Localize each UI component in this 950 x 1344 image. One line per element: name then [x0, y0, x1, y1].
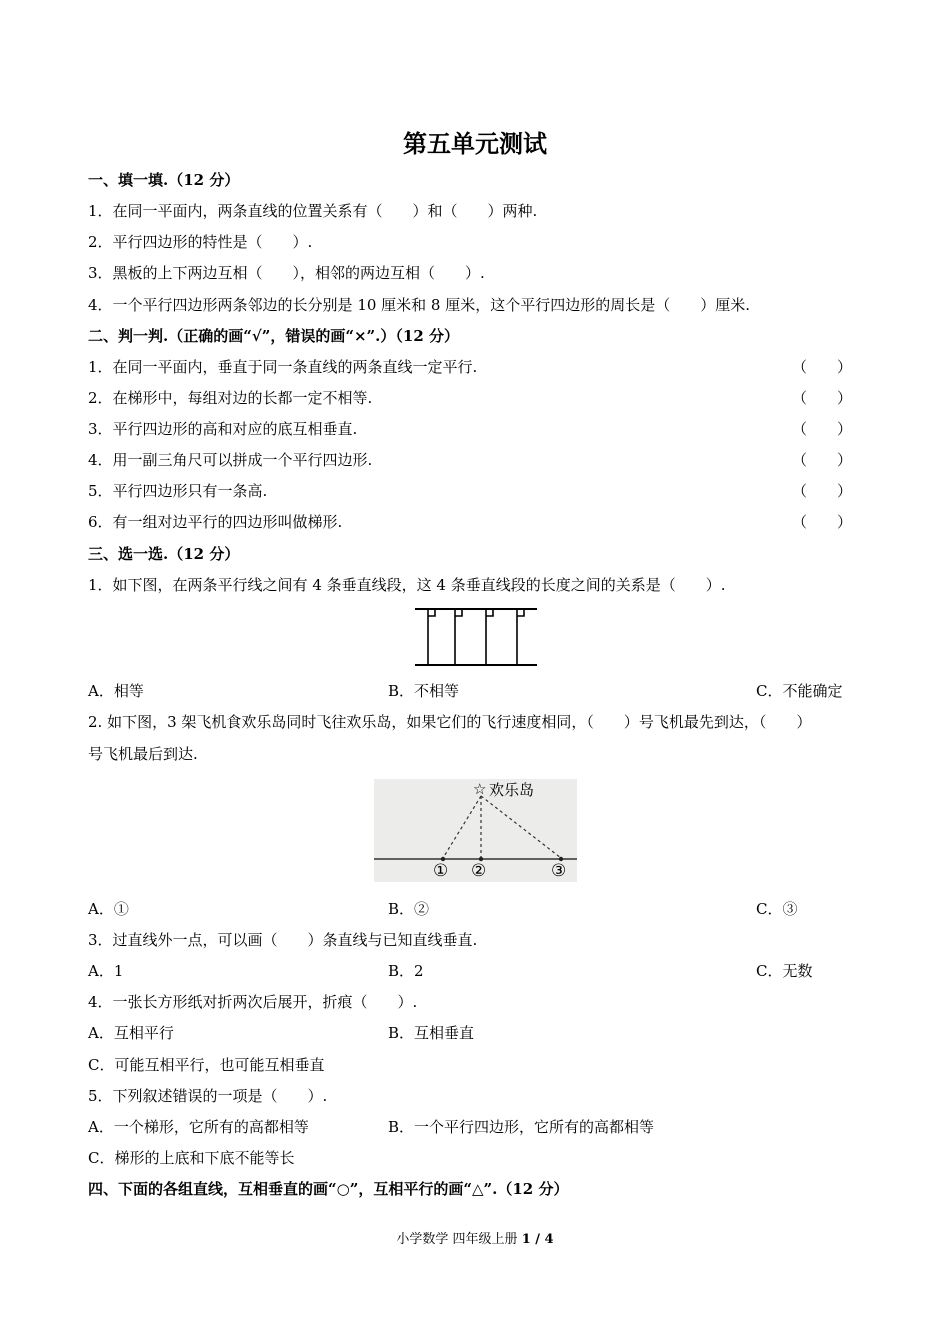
- option-b: B．不相等: [388, 682, 460, 700]
- section-1-heading: 一、填一填.（12 分）: [88, 171, 240, 189]
- option-c: C．③: [756, 900, 798, 918]
- s3-q5-options: [88, 1116, 852, 1138]
- s3-question-2-line-2: 号飞机最后到达.: [88, 745, 198, 763]
- option-b: B．一个平行四边形，它所有的高都相等: [388, 1118, 655, 1136]
- answer-blank: （ ）: [791, 451, 852, 469]
- s2-question-5: [88, 480, 852, 502]
- s3-q3-options: [88, 960, 852, 982]
- page-number: 1 / 4: [521, 1232, 554, 1247]
- s2-question-4-text: 4．用一副三角尺可以拼成一个平行四边形.: [88, 451, 373, 469]
- option-a: A．互相平行: [88, 1024, 174, 1042]
- option-a: A．相等: [88, 682, 144, 700]
- option-c: C．无数: [756, 962, 813, 980]
- island-figure: [374, 779, 577, 882]
- s1-question-2: 2．平行四边形的特性是（ ）.: [88, 233, 313, 251]
- option-a: A．一个梯形，它所有的高都相等: [88, 1118, 309, 1136]
- s1-question-4: 4．一个平行四边形两条邻边的长分别是 10 厘米和 8 厘米，这个平行四边形的周长是（ ）厘米.: [88, 296, 751, 314]
- section-3-heading: 三、选一选.（12 分）: [88, 545, 240, 563]
- answer-blank: （ ）: [791, 358, 852, 376]
- page-footer: [0, 1228, 950, 1247]
- section-4-heading: 四、下面的各组直线，互相垂直的画“○”，互相平行的画“△”.（12 分）: [88, 1180, 569, 1198]
- option-a: A．①: [88, 900, 129, 918]
- s2-question-2-text: 2．在梯形中，每组对边的长都一定不相等.: [88, 389, 373, 407]
- s1-question-1: 1．在同一平面内，两条直线的位置关系有（ ）和（ ）两种.: [88, 202, 538, 220]
- s3-question-4: 4．一张长方形纸对折两次后展开，折痕（ ）.: [88, 993, 418, 1011]
- option-a: A．1: [88, 962, 124, 980]
- s2-question-1: [88, 356, 852, 378]
- answer-blank: （ ）: [791, 420, 852, 438]
- plane-marker-1: ①: [433, 861, 449, 881]
- star-icon: ☆: [473, 780, 487, 798]
- s2-question-1-text: 1．在同一平面内，垂直于同一条直线的两条直线一定平行.: [88, 358, 478, 376]
- s2-question-3: [88, 418, 852, 440]
- plane-marker-3: ③: [551, 861, 567, 881]
- s2-question-6-text: 6．有一组对边平行的四边形叫做梯形.: [88, 513, 343, 531]
- footer-text: 小学数学 四年级上册: [396, 1232, 522, 1247]
- page-title: 第五单元测试: [403, 129, 547, 158]
- s2-question-2: [88, 387, 852, 409]
- answer-blank: （ ）: [791, 482, 852, 500]
- s3-question-1: 1．如下图，在两条平行线之间有 4 条垂直线段，这 4 条垂直线段的长度之间的关系是（ ）.: [88, 576, 726, 594]
- answer-blank: （ ）: [791, 513, 852, 531]
- section-2-heading: 二、判一判.（正确的画“√”，错误的画“×”.）（12 分）: [88, 327, 459, 345]
- answer-blank: （ ）: [791, 389, 852, 407]
- s3-question-5: 5．下列叙述错误的一项是（ ）.: [88, 1087, 328, 1105]
- s2-question-4: [88, 449, 852, 471]
- option-c: C．不能确定: [756, 682, 843, 700]
- parallel-lines-figure: [412, 603, 540, 671]
- island-label: 欢乐岛: [489, 781, 535, 799]
- s3-q2-options: [88, 898, 852, 920]
- s3-q1-options: [88, 680, 852, 702]
- s2-question-5-text: 5．平行四边形只有一条高.: [88, 482, 268, 500]
- option-b: B．2: [388, 962, 424, 980]
- s3-q4-option-c: C．可能互相平行，也可能互相垂直: [88, 1056, 325, 1074]
- option-b: B．②: [388, 900, 430, 918]
- s2-question-3-text: 3．平行四边形的高和对应的底互相垂直.: [88, 420, 358, 438]
- s3-question-2-line-1: 2. 如下图，3 架飞机食欢乐岛同时飞往欢乐岛，如果它们的飞行速度相同，（ ）号飞机最先到达，（ ）: [88, 713, 812, 731]
- s3-q5-option-c: C．梯形的上底和下底不能等长: [88, 1149, 295, 1167]
- s1-question-3: 3．黑板的上下两边互相（ ），相邻的两边互相（ ）.: [88, 264, 485, 282]
- s3-q4-options: [88, 1022, 852, 1044]
- option-b: B．互相垂直: [388, 1024, 475, 1042]
- s3-question-3: 3．过直线外一点，可以画（ ）条直线与已知直线垂直.: [88, 931, 478, 949]
- plane-marker-2: ②: [471, 861, 487, 881]
- s2-question-6: [88, 511, 852, 533]
